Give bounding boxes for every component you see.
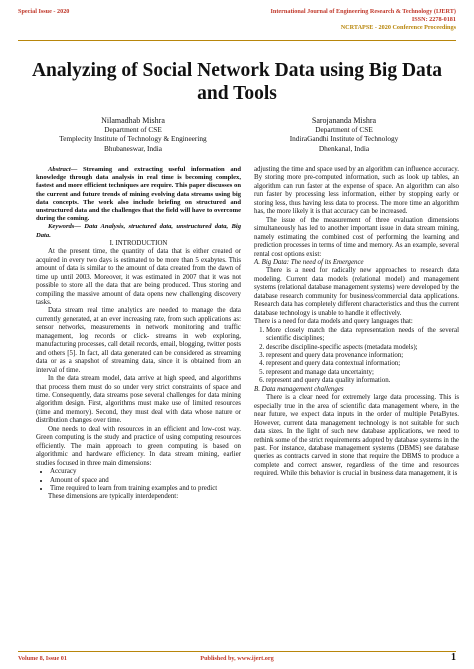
list-item: • Amount of space and <box>50 477 241 485</box>
footer-rule <box>18 651 456 652</box>
author-block-1 <box>33 116 233 153</box>
conference-name: NCRTAPSE - 2020 Conference Proceedings <box>340 24 456 32</box>
volume-issue: Volume 8, Issue 01 <box>18 655 67 662</box>
list-item: 1. More closely match the data representation needs of the several scientific disciplines; <box>266 327 459 344</box>
list-item: 6. represent and query data quality information. <box>266 377 459 385</box>
abstract-label: Abstract— <box>48 166 78 173</box>
journal-info <box>271 8 456 33</box>
left-column <box>36 166 241 502</box>
paragraph: There is a need for radically new approaches to research data modeling. Current data models (relational model) and management systems (relational database management systems) were developed by the database research community for business/commercial data applications. Research data has completely different characteristics and thus the current database technology is unable to handle it effectively. <box>254 267 459 317</box>
paragraph: There is a need for data models and query languages that: <box>254 318 413 326</box>
page-number: 1 <box>451 652 456 663</box>
header-rule <box>18 40 456 41</box>
paragraph: There is a clear need for extremely large data processing. This is especially true in the area of scientific data management where, in the near future, we expect data inputs in the order of multiple PetaBytes. However, current data management technology is not suitable for such data sizes. In the light of such new database applications, we need to rethink some of the strict requirements adopted by database systems in the past. For instance, database management systems (DBMS) see database queries as contracts carved in stone that require the DBMS to produce a complete and correct answer, regardless of the time and resources required. While this behavior is crucial in business data management, it is <box>254 394 459 478</box>
paragraph: At the present time, the quantity of data that is either created or acquired in every two days is estimated to be more than 5 exabytes. This amount of data is similar to the amount of data created from the dawn of time up until 2003. Moreover, it was estimated in 2007 that it was not possible to store all the data that are being produced. Thus storing and compiling the massive amount of data opens new challenging discovery tasks. <box>36 248 241 306</box>
keywords-label: Keywords— <box>48 223 81 231</box>
keywords-text: Data Analysis, structured data, unstructured data, Big Data. <box>36 223 241 239</box>
author-name: Sarojananda Mishra <box>311 116 377 125</box>
issue-label: Special Issue - 2020 <box>18 8 70 15</box>
author-city: Dhenkanal, India <box>318 143 370 153</box>
author-institution: IndiraGandhi Institute of Technology <box>289 134 399 144</box>
author-institution: Templecity Institute of Technology & Engineering <box>59 134 207 144</box>
journal-header <box>18 6 456 36</box>
paper-title: Analyzing of Social Network Data using Big Data and Tools <box>31 60 443 104</box>
author-block-2 <box>244 116 444 153</box>
keywords <box>36 223 241 239</box>
page-footer <box>18 652 456 665</box>
list-item: 5. represent and manage data uncertainty; <box>266 369 459 377</box>
author-dept: Department of CSE <box>315 125 373 135</box>
author-name: Nilamadhab Mishra <box>101 116 165 125</box>
issn: ISSN: 2278-0181 <box>411 16 456 24</box>
paragraph: The issue of the measurement of three evaluation dimensions simultaneously has led to another important issue in data stream mining, namely estimating the combined cost of performing the learning and prediction processes in terms of time and memory. As an example, several rental cost options exist: <box>254 216 459 258</box>
list-item: • Accuracy <box>50 468 241 476</box>
paragraph: These dimensions are typically interdependent: <box>48 493 179 501</box>
list-item: 2. describe discipline-specific aspects (metadata models); <box>266 344 459 352</box>
list-item: 4. represent and query data contextual information; <box>266 360 459 368</box>
publisher: Published by, www.ijert.org <box>200 655 274 662</box>
numbered-list <box>254 327 459 386</box>
paragraph: One needs to deal with resources in an efficient and low-cost way. Green computing is the study and practice of using computing resources efficiently. The main approach to green computing is based on algorithmic and hardware efficiency. In data stream mining, earlier studies focused in three main dimensions: <box>36 425 241 467</box>
paragraph: In the data stream model, data arrive at high speed, and algorithms that process them must do so under very strict constraints of space and time. Consequently, data streams pose several challenges for data mining algorithm design. First, algorithms must make use of limited resources (time and memory). Second, they must deal with data whose nature or distribution changes over time. <box>36 375 241 425</box>
right-column <box>254 166 459 479</box>
abstract-text: Streaming and extracting useful information and knowledge through data analysis in real time is becoming complex, fastest and more efficient techniques are require. This paper discusses on the current and future trends of mining evolving data streams using big data concepts. The work also include briefing on structured and unstructured data and the challenges that the field will have to overcome during the coming. <box>36 166 241 223</box>
bullet-list <box>36 468 241 493</box>
subsection-heading-a: A. Big Data: The need of its Emergence <box>254 258 364 266</box>
list-item: • Time required to learn from training examples and to predict <box>50 485 241 493</box>
author-city: Bhubaneswar, India <box>103 143 163 153</box>
journal-name: International Journal of Engineering Research & Technology (IJERT) <box>270 8 456 15</box>
section-heading-introduction: I. INTRODUCTION <box>109 239 168 247</box>
author-dept: Department of CSE <box>104 125 162 135</box>
abstract <box>36 166 241 223</box>
list-item: 3. represent and query data provenance information; <box>266 352 459 360</box>
subsection-heading-b: B. Data management challenges <box>254 385 344 393</box>
paragraph: Data stream real time analytics are needed to manage the data currently generated, at an ever increasing rate, from such applications as: sensor networks, measurements in network monitoring and traffic management, log records or click- streams in web exploring, manufacturing processes, call detail records, email, blogging, twitter posts and others [5]. In fact, all data generated can be considered as streaming data or as a snapshot of streaming data, since it is obtained from an interval of time. <box>36 307 241 374</box>
paragraph: adjusting the time and space used by an algorithm can influence accuracy. By storing more pre-computed information, such as look up tables, an algorithm can run faster at the expense of space. An algorithm can also run faster by processing less information, either by stopping early or storing less, thus having less data to process. The more time an algorithm has, the more likely it is that accuracy can be increased. <box>254 166 459 216</box>
